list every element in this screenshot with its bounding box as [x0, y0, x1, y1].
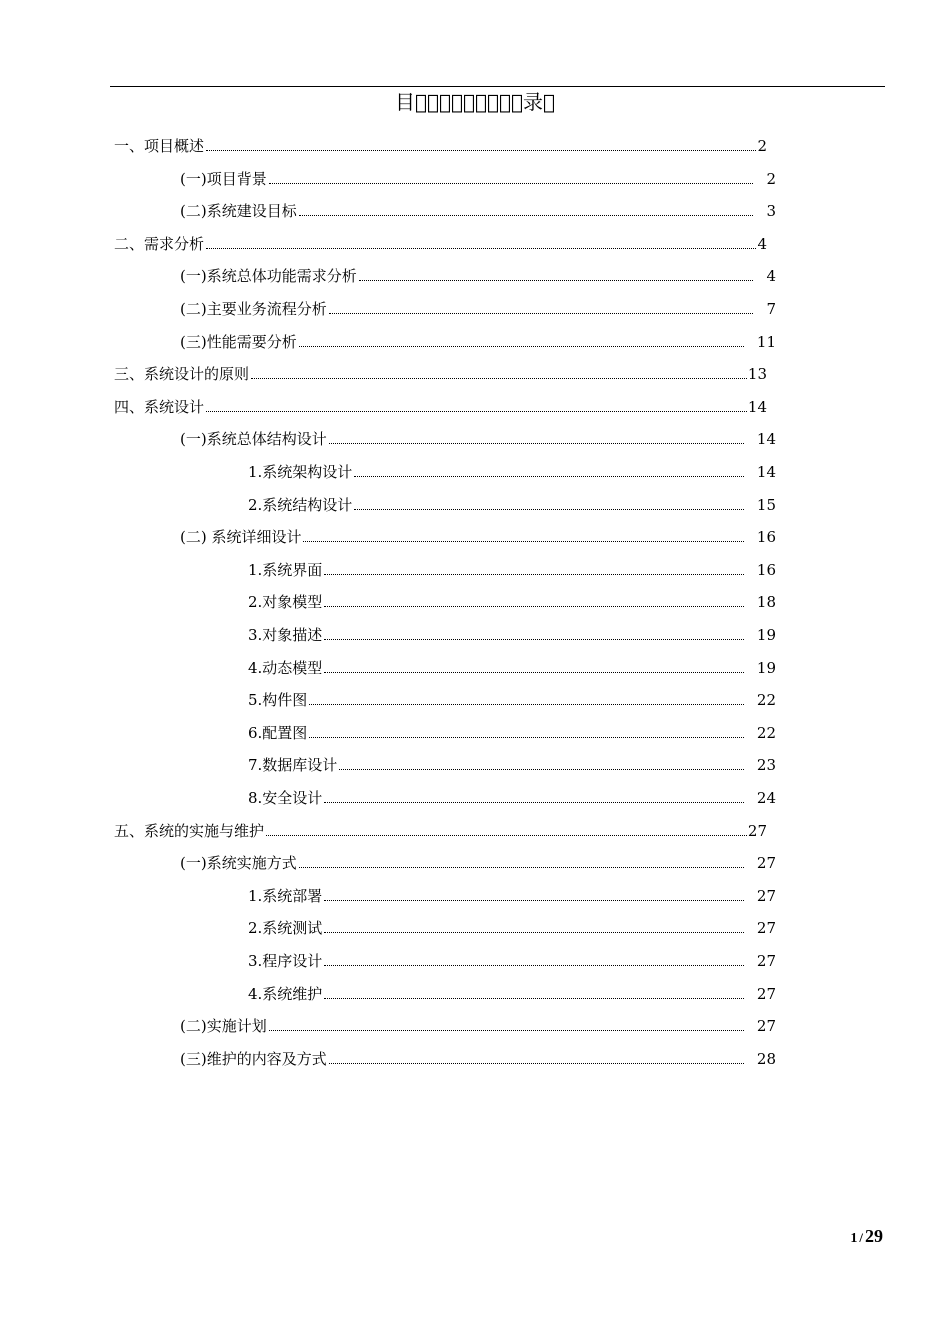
toc-entry[interactable] [180, 169, 776, 189]
toc-entry-label: (二) 系统详细设计 [180, 528, 302, 547]
dot-leader [309, 704, 744, 705]
toc-entry-label: (二)实施计划 [180, 1017, 267, 1036]
toc-entry-label: 四、系统设计 [114, 397, 205, 416]
total-pages: 29 [865, 1226, 883, 1246]
dot-leader [324, 932, 744, 933]
toc-entry[interactable] [180, 1016, 776, 1036]
toc-entry[interactable] [248, 658, 776, 678]
toc-entry-label: (一)系统实施方式 [180, 854, 297, 873]
toc-entry-page: 19 [756, 658, 776, 677]
toc-entry[interactable] [248, 788, 776, 808]
dot-leader [359, 280, 754, 281]
toc-entry-page: 19 [756, 626, 776, 644]
toc-entry[interactable] [248, 495, 776, 515]
dot-leader [266, 835, 747, 836]
toc-entry-label: 5.构件图 [248, 691, 308, 710]
toc-entry[interactable] [248, 723, 776, 743]
toc-entry-page: 27 [756, 919, 776, 938]
toc-entry-page: 27 [756, 984, 776, 1003]
header-rule [110, 86, 885, 87]
toc-entry[interactable] [248, 560, 776, 580]
dot-leader [206, 150, 756, 151]
toc-entry[interactable] [114, 136, 767, 156]
toc-entry[interactable] [180, 527, 776, 547]
toc-entry-label: 4.动态模型 [248, 658, 323, 677]
toc-entry[interactable] [248, 918, 776, 938]
toc-entry-page: 11 [756, 332, 776, 351]
toc-entry-page: 2 [766, 169, 776, 188]
dot-leader [269, 183, 754, 184]
toc-entry-label: (三)性能需要分析 [180, 332, 297, 351]
toc-entry-label: (二)系统建设目标 [180, 202, 297, 221]
dot-leader [354, 509, 744, 510]
toc-entry-label: (一)系统总体结构设计 [180, 430, 327, 449]
toc-entry-page: 27 [756, 886, 776, 905]
dot-leader [324, 574, 744, 575]
toc-entry-label: 二、需求分析 [114, 234, 205, 253]
toc-entry-label: 6.配置图 [248, 723, 308, 742]
dot-leader [354, 476, 744, 477]
toc-entry-page: 18 [756, 593, 776, 612]
toc-entry-label: 7.数据库设计 [248, 756, 338, 775]
toc-entry-label: 1.系统架构设计 [248, 463, 353, 481]
toc-entry-label: (一)项目背景 [180, 169, 267, 188]
dot-leader [324, 672, 744, 673]
dot-leader [324, 639, 744, 640]
dot-leader [303, 541, 743, 542]
toc-entry-label: 3.程序设计 [248, 952, 323, 970]
toc-entry[interactable] [114, 397, 767, 417]
toc-entry-label: (三)维护的内容及方式 [180, 1049, 327, 1068]
page-number [850, 1226, 883, 1247]
dot-leader [251, 378, 747, 379]
toc-entry-page: 22 [756, 691, 776, 710]
toc-entry-page: 4 [766, 267, 776, 286]
toc-entry[interactable] [114, 234, 767, 254]
toc-entry-page: 2 [757, 137, 767, 155]
toc-entry-page: 22 [756, 723, 776, 742]
toc-entry-label: 1.系统界面 [248, 560, 323, 579]
toc-entry-label: 4.系统维护 [248, 984, 323, 1003]
dot-leader [324, 900, 744, 901]
toc-entry-page: 23 [756, 756, 776, 775]
toc-entry[interactable] [114, 821, 767, 841]
toc-entry-label: 三、系统设计的原则 [114, 365, 250, 384]
toc-entry[interactable] [248, 951, 776, 971]
toc-entry[interactable] [248, 592, 776, 612]
dot-leader [324, 802, 744, 803]
toc-entry[interactable] [180, 332, 776, 352]
dot-leader [309, 737, 744, 738]
toc-entry-page: 28 [756, 1049, 776, 1068]
toc-entry-label: (二)主要业务流程分析 [180, 300, 327, 318]
dot-leader [206, 411, 747, 412]
toc-entry[interactable] [248, 984, 776, 1004]
toc-entry-label: 1.系统部署 [248, 886, 323, 905]
toc-entry[interactable] [248, 886, 776, 906]
toc-entry-page: 16 [756, 528, 776, 547]
toc-entry[interactable] [248, 625, 776, 645]
toc-entry-page: 14 [756, 430, 776, 449]
dot-leader [339, 769, 744, 770]
dot-leader [329, 1063, 744, 1064]
toc-entry[interactable] [248, 690, 776, 710]
toc-entry[interactable] [180, 299, 776, 319]
toc-entry-page: 15 [756, 495, 776, 514]
toc-title: 目         录  [394, 90, 556, 114]
toc-entry[interactable] [180, 201, 776, 221]
toc-entry-label: 一、项目概述 [114, 137, 205, 155]
toc-entry-label: 2.对象模型 [248, 593, 323, 612]
dot-leader [299, 215, 754, 216]
dot-leader [324, 965, 744, 966]
dot-leader [324, 606, 744, 607]
toc-entry-page: 7 [766, 300, 776, 318]
toc-entry[interactable] [114, 364, 767, 384]
toc-entry-page: 27 [756, 1017, 776, 1036]
dot-leader [299, 346, 744, 347]
toc-entry-label: 2.系统测试 [248, 919, 323, 938]
toc-entry-page: 24 [756, 789, 776, 807]
toc-entry-page: 27 [756, 952, 776, 970]
toc-entry-page: 14 [747, 397, 767, 416]
toc-entry-label: 3.对象描述 [248, 626, 323, 644]
dot-leader [329, 313, 754, 314]
toc-entry-page: 27 [756, 854, 776, 873]
toc-entry-page: 13 [747, 365, 767, 384]
page-separator: / [859, 1230, 863, 1245]
toc-entry[interactable] [180, 853, 776, 873]
toc-entry[interactable] [248, 755, 776, 775]
toc-entry[interactable] [248, 462, 776, 482]
toc-entry-page: 14 [756, 463, 776, 481]
toc-entry-page: 27 [747, 821, 767, 840]
toc-entry[interactable] [180, 266, 776, 286]
toc-entry-page: 3 [766, 202, 776, 221]
toc-entry-page: 4 [757, 234, 767, 253]
toc-entry-label: 8.安全设计 [248, 789, 323, 807]
dot-leader [299, 867, 744, 868]
toc-entry-page: 16 [756, 560, 776, 579]
dot-leader [324, 998, 744, 999]
current-page-number: 1 [850, 1231, 858, 1246]
toc-entry-label: (一)系统总体功能需求分析 [180, 267, 357, 286]
toc-entry[interactable] [180, 1049, 776, 1069]
toc-entry-label: 2.系统结构设计 [248, 495, 353, 514]
toc-entry[interactable] [180, 429, 776, 449]
dot-leader [329, 443, 744, 444]
dot-leader [206, 248, 756, 249]
toc-entry-label: 五、系统的实施与维护 [114, 821, 265, 840]
dot-leader [269, 1030, 744, 1031]
